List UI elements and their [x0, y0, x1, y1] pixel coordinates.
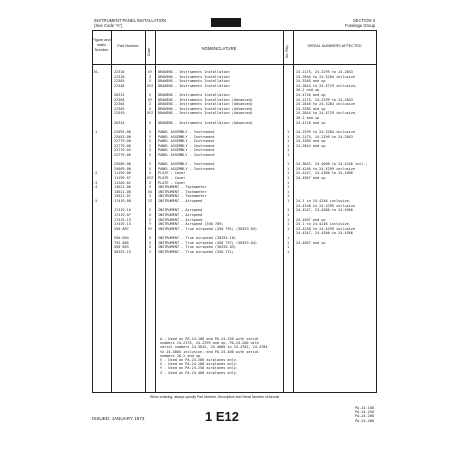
figure-index-cell: -1 — [93, 129, 98, 134]
part-number-cell: 550 887 — [114, 226, 129, 231]
part-number-cell: 22093-00 — [114, 129, 131, 134]
part-number-cell: 13621-06 — [114, 189, 131, 194]
note-line: Y - Used on PA-24-250 airplanes only. — [160, 366, 238, 371]
nomenclature-cell: DRAWING - Instruments Installation (Advanced) — [158, 106, 253, 111]
code-cell: Y — [148, 222, 152, 227]
quantity-column — [283, 70, 293, 254]
quantity-cell: 1 — [286, 189, 290, 194]
nomenclature-cell: DRAWING - Instruments Installation — [158, 79, 230, 84]
nomenclature-cell: PANEL ASSEMBLY - Instrument — [158, 143, 215, 148]
quantity-cell: 1 — [286, 129, 290, 134]
quantity-cell: 1 — [286, 235, 290, 240]
part-number-cell: 25589-00 — [114, 162, 131, 167]
part-number-cell: 17419-15 — [114, 222, 131, 227]
serial-number-cell: 26-2 and up — [296, 88, 320, 93]
code-cell: X — [148, 129, 152, 134]
nomenclature-cell: INSTRUMENT - True airspeed (450 791) (30353-05) — [158, 226, 258, 231]
nomenclature-cell: PLATE - Cover — [158, 176, 186, 181]
column-nomenclature: NOMENCLATURE — [201, 46, 237, 51]
serial-number-cell: 24-2844 to 24-4719 inclusive, — [296, 111, 358, 116]
serial-number-cell: 26-2 and up — [296, 116, 320, 121]
serial-number-cell: 24-2175, 24-2299 to 24-2843 — [296, 70, 353, 74]
nomenclature-cell: PANEL ASSEMBLY - Instrument — [158, 148, 215, 153]
code-cell: X — [148, 212, 152, 217]
part-number-cell: 17419-13 — [114, 217, 131, 222]
code-cell: X — [148, 139, 152, 144]
serial-number-cell: 24-2175, 24-2299 to 24-2843 — [296, 134, 353, 139]
nomenclature-cell: DRAWING - Instruments Installation (Advanced) — [158, 120, 253, 125]
nomenclature-cell: PANEL ASSEMBLY - Instrument — [158, 134, 215, 139]
model-item: PA-24-180 — [355, 406, 374, 410]
serial-number-cell: 24-2299 to 24-3284 inclusive — [296, 129, 356, 134]
quantity-cell: 1 — [286, 143, 290, 148]
serial-number-cell: 24-2175, 24-2299 to 24-2843 — [296, 97, 353, 102]
code-cell: V — [148, 152, 152, 157]
nomenclature-cell: INSTRUMENT - Airspeed — [158, 217, 203, 222]
nomenclature-cell: DRAWING - Instruments Installation (Advanced) — [158, 111, 253, 116]
quantity-cell: 1 — [286, 152, 290, 157]
part-number-cell: 26323 — [114, 93, 125, 98]
quantity-cell: 1 — [286, 180, 290, 185]
nomenclature-cell: DRAWING - Instruments Installation — [158, 70, 230, 74]
note-line: X - Used on PA-24-180 airplanes only. — [160, 362, 238, 367]
code-cell: X — [148, 79, 152, 84]
part-number-cell: 22779-05 — [114, 148, 131, 153]
code-cell: X — [148, 235, 152, 240]
part-number-cell: 11199-06 — [114, 171, 131, 176]
piper-logo — [211, 18, 241, 27]
code-cell: XY — [147, 70, 153, 74]
note-line: serial numbers 24-3642, 24-4000 to 24-4782, 24-4784 — [160, 345, 268, 350]
serial-number-cell: 24-2844 to 24-4719 inclusive, — [296, 83, 358, 88]
part-number-cell: 550 604 — [114, 235, 129, 240]
part-number-cell: 17419-08 — [114, 199, 131, 204]
code-cell: YZ — [147, 199, 153, 204]
serial-numbers-column — [296, 70, 376, 254]
nomenclature-cell: PLATE - Cover — [158, 180, 186, 185]
serial-number-cell — [296, 250, 376, 255]
nomenclature-cell: DRAWING - Instruments Installation (Advanced) — [158, 97, 253, 102]
code-cell: V — [148, 185, 152, 190]
part-number-cell: 550 603 — [114, 245, 129, 250]
quantity-cell: 1 — [286, 222, 290, 227]
issued-date: ISSUED: JANUARY 1973 — [92, 416, 145, 421]
nomenclature-cell: PANEL ASSEMBLY - Instrument — [158, 166, 215, 171]
nomenclature-cell: INSTRUMENT - True airspeed (550 711) — [158, 249, 234, 254]
quantity-cell: 1 — [286, 199, 290, 204]
code-cell: V — [148, 208, 152, 213]
quantity-cell: 1 — [286, 249, 290, 254]
quantity-cell: 1 — [286, 208, 290, 213]
quantity-cell: 1 — [286, 245, 290, 250]
part-number-cell: 22310 — [114, 74, 125, 79]
code-cell: Z — [148, 245, 152, 250]
code-cell: Y — [148, 134, 152, 139]
nomenclature-cell: INSTRUMENT - True airspeed (450 797) (30353-04) — [158, 240, 258, 245]
serial-number-cell: 24-4248 to 24-4299 inclusive — [296, 166, 356, 171]
figure-index-cell: -4 — [93, 185, 98, 190]
serial-number-cell: 24-4567 and up — [296, 176, 326, 181]
code-notes — [160, 337, 267, 375]
column-figure-index: Figure and Index Number — [92, 38, 111, 52]
part-number-cell: 22053-00 — [114, 134, 131, 139]
quantity-cell: 1 — [286, 134, 290, 139]
serial-number-cell: 24-4247, 24-4300 to 24-4566 — [296, 208, 353, 213]
part-number-cell: 22549 — [114, 111, 125, 116]
quantity-cell: 1 — [286, 212, 290, 217]
serial-number-cell: 24-4720 and up — [296, 120, 326, 125]
serial-number-cell: 24-2846 to 24-3284 inclusive — [296, 102, 356, 107]
nomenclature-cell: INSTRUMENT - True airspeed (30353-03) — [158, 245, 236, 250]
nomenclature-cell: INSTRUMENT - Airspeed (550 709) — [158, 222, 224, 227]
serial-number-cell: 24-3285 and up — [296, 79, 326, 84]
figure-index-cell: 7A- — [93, 70, 100, 74]
page-code: 1 E12 — [205, 409, 239, 424]
group-label: Fuselage Group — [344, 23, 375, 28]
quantity-cell: 1 — [286, 148, 290, 153]
nomenclature-column — [158, 70, 282, 254]
code-cell: VYZ — [146, 176, 154, 181]
model-item: PA-24-400 — [355, 418, 374, 423]
note-line: to 24-4803 inclusive, and PA-24-400 with serial — [160, 349, 260, 354]
serial-number-cell: 24-4247, 24-4300 to 24-4566 — [296, 171, 353, 176]
part-number-cell: 13621-07 — [114, 194, 131, 199]
part-number-cell: 752 866 — [114, 240, 129, 245]
part-number-cell: 22365 — [114, 79, 125, 84]
nomenclature-cell: INSTRUMENT - Tachometer — [158, 185, 207, 190]
code-cell: V — [148, 166, 152, 171]
part-number-cell: 22779-00 — [114, 139, 131, 144]
code-cell: XY — [147, 97, 153, 102]
code-cell: Z — [148, 194, 152, 199]
figure-index-cell: -3 — [93, 180, 98, 185]
column-code: Code — [147, 47, 151, 56]
figure-index-cell: -5 — [93, 199, 98, 204]
part-number-cell: 17419-16 — [114, 208, 131, 213]
serial-number-cell: 24-3285 and up — [296, 139, 326, 144]
part-number-cell: 11199-07 — [114, 176, 131, 181]
quantity-cell: 1 — [286, 194, 290, 199]
part-number-column — [114, 70, 145, 254]
code-cell: Y — [148, 143, 152, 148]
quantity-cell: 1 — [286, 176, 290, 181]
note-line: numbers 24-2175, 24-2299 and up, PA-24-260 with — [160, 341, 260, 346]
part-number-cell: 22548 — [114, 83, 125, 88]
quantity-cell: 1 — [286, 185, 290, 190]
nomenclature-cell: DRAWING - Instruments Installation — [158, 83, 230, 88]
column-serial-numbers: SERIAL NUMBERS AFFECTED — [307, 44, 362, 48]
part-number-cell: 25669-00 — [114, 166, 131, 171]
serial-number-cell: 24-4248 to 24-4299 inclusive — [296, 203, 356, 208]
code-cell: V — [148, 162, 152, 167]
quantity-cell: 1 — [286, 162, 290, 167]
code-cell: X — [148, 106, 152, 111]
quantity-cell: 1 — [286, 139, 290, 144]
ordering-note: When ordering, always specify Part Number, Description and Serial Number of Aircraft — [150, 395, 280, 399]
column-part-number: Part Number — [117, 44, 139, 48]
nomenclature-cell: DRAWING - Instruments Installation — [158, 93, 230, 98]
note-line: Z - Used on PA-24-400 airplanes only. — [160, 370, 238, 375]
code-cell: VX — [147, 189, 153, 194]
serial-number-cell: 24-1 to 24-4246 inclusive, — [296, 199, 351, 204]
part-number-cell: 22365 — [114, 106, 125, 111]
serial-number-cell: 24-3642, 24-4000 to 24-4246 incl., — [296, 162, 368, 167]
code-column — [145, 70, 155, 254]
quantity-cell: 1 — [286, 226, 290, 231]
model-item: PA-24-250 — [355, 410, 374, 415]
quantity-cell: 1 — [286, 171, 290, 176]
nomenclature-cell: DRAWING - Instruments Installation (Advanced) — [158, 102, 253, 107]
nomenclature-cell: PANEL ASSEMBLY - Instrument — [158, 162, 215, 167]
figure-index-cell: -2 — [93, 171, 98, 176]
code-cell: VYZ — [146, 83, 154, 88]
serial-number-cell: 24-2844 and up — [296, 143, 326, 148]
part-number-cell: 22364 — [114, 97, 125, 102]
part-number-cell: 22779-06 — [114, 152, 131, 157]
code-cell: X — [148, 240, 152, 245]
model-item: PA-24-260 — [355, 414, 374, 419]
part-number-cell: 22779-00 — [114, 143, 131, 148]
serial-number-cell: 24-4567 and up — [296, 240, 326, 245]
nomenclature-cell: INSTRUMENT - True airspeed (30353-10) — [158, 235, 236, 240]
code-cell: Z — [148, 217, 152, 222]
nomenclature-cell: INSTRUMENT - Airspeed — [158, 199, 203, 204]
nomenclature-cell: INSTRUMENT - Tachometer — [158, 189, 207, 194]
note-line: A - Used on PA-24-180 and PA-24-250 with serial — [160, 337, 260, 341]
nomenclature-cell: DRAWING - Instruments Installation — [158, 74, 230, 79]
serial-number-cell: 24-4248 to 24-4299 inclusive — [296, 226, 356, 231]
figure-index-cell — [93, 236, 110, 241]
code-cell: V — [148, 120, 152, 125]
code-cell: VY — [147, 226, 153, 231]
figure-index-column — [93, 70, 110, 241]
nomenclature-cell: PLATE - Cover — [158, 171, 186, 176]
nomenclature-cell: INSTRUMENT - Tachometer — [158, 194, 207, 199]
quantity-cell: 1 — [286, 217, 290, 222]
code-cell: Z — [148, 74, 152, 79]
nomenclature-cell: PANEL ASSEMBLY - Instrument — [158, 139, 215, 144]
part-number-cell: 30353-15 — [114, 249, 131, 254]
serial-number-cell: 24-4720 and up — [296, 93, 326, 98]
part-number-cell: 17419-07 — [114, 212, 131, 217]
note-line: numbers 26-2 and up. — [160, 353, 203, 358]
code-cell: X — [148, 171, 152, 176]
page-subtitle: (See Code "A") — [94, 23, 123, 28]
part-number-cell: 22364 — [114, 102, 125, 107]
code-cell: Z — [148, 180, 152, 185]
nomenclature-cell: PANEL ASSEMBLY - Instrument — [158, 129, 215, 134]
serial-number-cell: 24-4567 and up — [296, 217, 326, 222]
code-cell: Z — [148, 102, 152, 107]
code-cell: V — [148, 93, 152, 98]
note-line: V - Used on PA-24-260 airplanes only. — [160, 358, 238, 363]
part-number-cell: 22310 — [114, 70, 125, 74]
code-cell: Z — [148, 148, 152, 153]
serial-number-cell: 24-1 to 24-4246 inclusive, — [296, 222, 351, 227]
quantity-cell: 1 — [286, 240, 290, 245]
nomenclature-cell: PANEL ASSEMBLY - Instrument — [158, 152, 215, 157]
code-cell: Y — [148, 249, 152, 254]
quantity-cell: 1 — [286, 166, 290, 171]
section-label: SECTION II — [352, 18, 375, 23]
nomenclature-cell: INSTRUMENT - Airspeed — [158, 208, 203, 213]
page-title: INSTRUMENT PANEL INSTALLATION — [94, 18, 167, 23]
nomenclature-cell: INSTRUMENT - Airspeed — [158, 212, 203, 217]
model-list — [355, 406, 374, 423]
serial-number-cell: 24-2846 to 24-3284 inclusive — [296, 74, 356, 79]
code-cell: VYZ — [146, 111, 154, 116]
part-number-cell: 26324 — [114, 120, 125, 125]
part-number-cell: 13621-06 — [114, 185, 131, 190]
part-number-cell: 11202-02 — [114, 180, 131, 185]
serial-number-cell: 24-4247, 24-4300 to 24-4566 — [296, 231, 353, 236]
column-no-req: No. Req. — [285, 44, 289, 58]
serial-number-cell: 24-3285 and up — [296, 106, 326, 111]
